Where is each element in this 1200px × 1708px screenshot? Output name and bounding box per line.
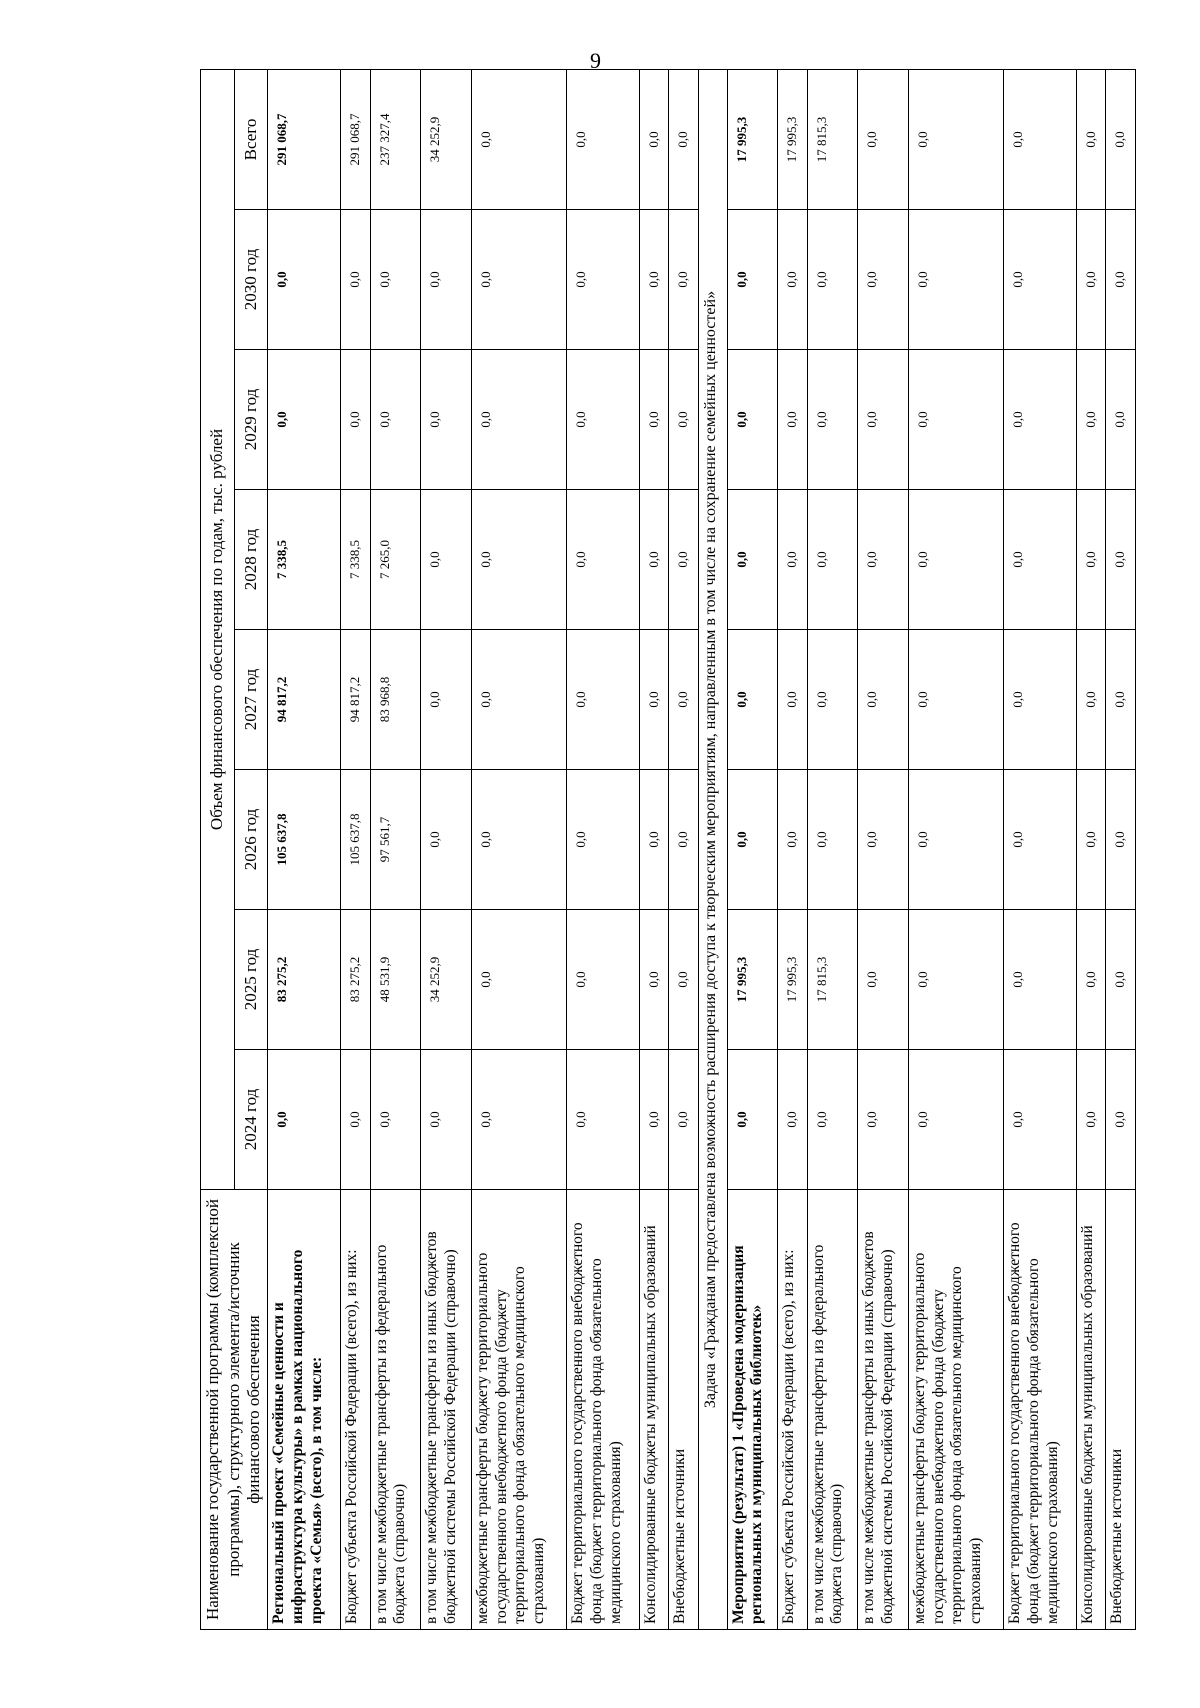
row-value: 0,0 [471, 770, 566, 910]
row-value: 0,0 [639, 630, 668, 770]
row-value: 0,0 [639, 350, 668, 490]
row-value: 0,0 [669, 630, 698, 770]
row-value: 0,0 [421, 490, 472, 630]
row-value: 0,0 [566, 630, 639, 770]
row-name: Бюджет субъекта Российской Федерации (всего), из них: [341, 1190, 370, 1630]
row-value: 0,0 [1076, 210, 1105, 350]
row-value: 0,0 [908, 490, 1003, 630]
row-value: 0,0 [727, 350, 778, 490]
row-value: 0,0 [727, 210, 778, 350]
row-value: 0,0 [669, 210, 698, 350]
row-value: 237 327,4 [370, 69, 421, 209]
row-name: в том числе межбюджетные трансферты из иных бюджетов бюджетной системы Российской Федерации (справочно) [421, 1190, 472, 1630]
row-value: 0,0 [727, 770, 778, 910]
header-year: 2028 год [234, 490, 268, 630]
row-value: 0,0 [639, 69, 668, 209]
row-value: 0,0 [421, 770, 472, 910]
header-year: Всего [234, 69, 268, 209]
row-value: 0,0 [908, 210, 1003, 350]
row-name: Внебюджетные источники [669, 1190, 698, 1630]
row-value: 0,0 [669, 1050, 698, 1190]
header-row-1 [201, 69, 235, 1629]
row-value: 0,0 [1003, 69, 1076, 209]
row-value: 0,0 [639, 770, 668, 910]
row-value: 0,0 [566, 910, 639, 1050]
table-row [727, 69, 778, 1629]
row-value: 0,0 [639, 1050, 668, 1190]
row-value: 0,0 [669, 490, 698, 630]
row-value: 17 815,3 [807, 910, 858, 1050]
row-value: 0,0 [1106, 350, 1136, 490]
row-value: 97 561,7 [370, 770, 421, 910]
rotated-table-container [200, 70, 1128, 1630]
row-name: в том числе межбюджетные трансферты из федерального бюджета (справочно) [370, 1190, 421, 1630]
header-volume: Объем финансового обеспечения по годам, тыс. рублей [201, 69, 235, 1189]
row-value: 0,0 [1003, 350, 1076, 490]
table-row [1106, 69, 1136, 1629]
row-value: 0,0 [858, 210, 909, 350]
row-value: 0,0 [908, 1050, 1003, 1190]
row-value: 0,0 [639, 210, 668, 350]
row-name: Региональный проект «Семейные ценности и инфраструктура культуры» в рамках национального проекта «Семья» (всего), в том числе: [268, 1190, 341, 1630]
row-value: 0,0 [858, 630, 909, 770]
row-value: 17 995,3 [727, 69, 778, 209]
row-value: 0,0 [1003, 210, 1076, 350]
row-value: 83 275,2 [341, 910, 370, 1050]
row-value: 34 252,9 [421, 69, 472, 209]
row-name: межбюджетные трансферты бюджету территориального государственного внебюджетного фонда (бюджету территориального фонда обязательного медицинского страхования) [471, 1190, 566, 1630]
row-value: 0,0 [669, 910, 698, 1050]
row-name: Бюджет субъекта Российской Федерации (всего), из них: [778, 1190, 807, 1630]
row-value: 0,0 [1003, 490, 1076, 630]
table-row [1003, 69, 1076, 1629]
row-value: 48 531,9 [370, 910, 421, 1050]
row-value: 0,0 [807, 630, 858, 770]
task-text: Задача «Гражданам предоставлена возможность расширения доступа к творческим мероприятиям, направленным в том числе на сохранение семейных ценностей» [698, 69, 727, 1629]
row-value: 83 968,8 [370, 630, 421, 770]
table-row [1076, 69, 1105, 1629]
row-value: 0,0 [639, 490, 668, 630]
row-value: 0,0 [1106, 770, 1136, 910]
row-name: Бюджет территориального государственного внебюджетного фонда (бюджет территориального фонда обязательного медицинского страхования) [566, 1190, 639, 1630]
header-year: 2026 год [234, 770, 268, 910]
row-value: 0,0 [471, 910, 566, 1050]
row-value: 0,0 [908, 69, 1003, 209]
row-value: 0,0 [421, 350, 472, 490]
row-value: 0,0 [370, 350, 421, 490]
row-value: 0,0 [858, 490, 909, 630]
row-value: 0,0 [1106, 910, 1136, 1050]
row-value: 0,0 [1106, 630, 1136, 770]
row-name: Мероприятие (результат) 1 «Проведена модернизация региональных и муниципальных библиотек» [727, 1190, 778, 1630]
row-value: 0,0 [1076, 910, 1105, 1050]
row-name: межбюджетные трансферты бюджету территориального государственного внебюджетного фонда (бюджету территориального фонда обязательного медицинского страхования) [908, 1190, 1003, 1630]
row-value: 94 817,2 [268, 630, 341, 770]
row-value: 0,0 [908, 630, 1003, 770]
row-value: 0,0 [1106, 1050, 1136, 1190]
row-value: 0,0 [566, 490, 639, 630]
row-value: 0,0 [341, 350, 370, 490]
row-name: Консолидированные бюджеты муниципальных образований [639, 1190, 668, 1630]
row-value: 0,0 [908, 910, 1003, 1050]
row-value: 0,0 [778, 1050, 807, 1190]
row-value: 0,0 [807, 770, 858, 910]
header-year: 2027 год [234, 630, 268, 770]
row-value: 17 995,3 [727, 910, 778, 1050]
row-name: в том числе межбюджетные трансферты из иных бюджетов бюджетной системы Российской Федерации (справочно) [858, 1190, 909, 1630]
row-value: 0,0 [639, 910, 668, 1050]
row-value: 0,0 [268, 350, 341, 490]
row-value: 7 338,5 [341, 490, 370, 630]
row-value: 0,0 [1003, 1050, 1076, 1190]
row-value: 105 637,8 [268, 770, 341, 910]
row-value: 0,0 [1076, 630, 1105, 770]
table-row [639, 69, 668, 1629]
header-year: 2025 год [234, 910, 268, 1050]
row-value: 34 252,9 [421, 910, 472, 1050]
row-value: 0,0 [370, 210, 421, 350]
row-value: 0,0 [669, 770, 698, 910]
table-row [421, 69, 472, 1629]
row-value: 0,0 [1003, 910, 1076, 1050]
row-value: 0,0 [421, 210, 472, 350]
row-value: 0,0 [471, 69, 566, 209]
row-value: 0,0 [341, 210, 370, 350]
row-value: 0,0 [1076, 69, 1105, 209]
row-value: 0,0 [421, 1050, 472, 1190]
table-row [566, 69, 639, 1629]
row-value: 94 817,2 [341, 630, 370, 770]
row-value: 0,0 [778, 210, 807, 350]
row-name: в том числе межбюджетные трансферты из федерального бюджета (справочно) [807, 1190, 858, 1630]
row-name: Бюджет территориального государственного внебюджетного фонда (бюджет территориального фонда обязательного медицинского страхования) [1003, 1190, 1076, 1630]
row-value: 0,0 [1106, 69, 1136, 209]
row-value: 17 995,3 [778, 910, 807, 1050]
row-value: 0,0 [421, 630, 472, 770]
row-name: Консолидированные бюджеты муниципальных образований [1076, 1190, 1105, 1630]
table-row [807, 69, 858, 1629]
table-row [268, 69, 341, 1629]
row-value: 0,0 [471, 630, 566, 770]
row-value: 0,0 [268, 1050, 341, 1190]
task-row [698, 69, 727, 1629]
row-value: 0,0 [908, 770, 1003, 910]
table-row [669, 69, 698, 1629]
row-value: 0,0 [1003, 770, 1076, 910]
table-row [858, 69, 909, 1629]
row-value: 0,0 [858, 1050, 909, 1190]
row-value: 0,0 [858, 69, 909, 209]
row-value: 0,0 [858, 770, 909, 910]
header-name: Наименование государственной программы (комплексной программы), структурного элемента/источник финансового обеспечения [201, 1190, 268, 1630]
row-value: 0,0 [268, 210, 341, 350]
row-value: 0,0 [566, 69, 639, 209]
row-value: 0,0 [1076, 770, 1105, 910]
row-value: 0,0 [858, 910, 909, 1050]
row-value: 0,0 [471, 1050, 566, 1190]
row-value: 0,0 [858, 350, 909, 490]
row-value: 0,0 [778, 490, 807, 630]
row-value: 0,0 [1106, 490, 1136, 630]
row-value: 0,0 [1003, 630, 1076, 770]
row-value: 0,0 [471, 210, 566, 350]
row-value: 0,0 [807, 210, 858, 350]
row-value: 0,0 [807, 350, 858, 490]
table-row [341, 69, 370, 1629]
row-value: 0,0 [807, 490, 858, 630]
row-value: 0,0 [566, 770, 639, 910]
row-value: 0,0 [1076, 490, 1105, 630]
row-value: 0,0 [669, 350, 698, 490]
row-value: 0,0 [471, 490, 566, 630]
table-row [471, 69, 566, 1629]
row-value: 0,0 [1076, 350, 1105, 490]
row-value: 291 068,7 [268, 69, 341, 209]
row-value: 0,0 [807, 1050, 858, 1190]
row-value: 0,0 [778, 770, 807, 910]
row-value: 0,0 [370, 1050, 421, 1190]
row-value: 291 068,7 [341, 69, 370, 209]
row-value: 0,0 [566, 350, 639, 490]
row-value: 0,0 [566, 210, 639, 350]
row-value: 105 637,8 [341, 770, 370, 910]
row-value: 7 265,0 [370, 490, 421, 630]
row-value: 0,0 [727, 490, 778, 630]
row-value: 0,0 [727, 1050, 778, 1190]
header-year: 2030 год [234, 210, 268, 350]
row-value: 0,0 [341, 1050, 370, 1190]
row-name: Внебюджетные источники [1106, 1190, 1136, 1630]
row-value: 0,0 [1106, 210, 1136, 350]
row-value: 0,0 [669, 69, 698, 209]
row-value: 0,0 [471, 350, 566, 490]
financing-table [200, 69, 1136, 1630]
row-value: 0,0 [778, 630, 807, 770]
row-value: 0,0 [778, 350, 807, 490]
row-value: 0,0 [566, 1050, 639, 1190]
table-body [268, 69, 1136, 1629]
header-year: 2029 год [234, 350, 268, 490]
table-row [778, 69, 807, 1629]
row-value: 83 275,2 [268, 910, 341, 1050]
row-value: 0,0 [1076, 1050, 1105, 1190]
row-value: 7 338,5 [268, 490, 341, 630]
row-value: 0,0 [727, 630, 778, 770]
table-row [908, 69, 1003, 1629]
row-value: 0,0 [908, 350, 1003, 490]
page-number: 9 [590, 48, 601, 73]
table-row [370, 69, 421, 1629]
row-value: 17 815,3 [807, 69, 858, 209]
header-year: 2024 год [234, 1050, 268, 1190]
row-value: 17 995,3 [778, 69, 807, 209]
